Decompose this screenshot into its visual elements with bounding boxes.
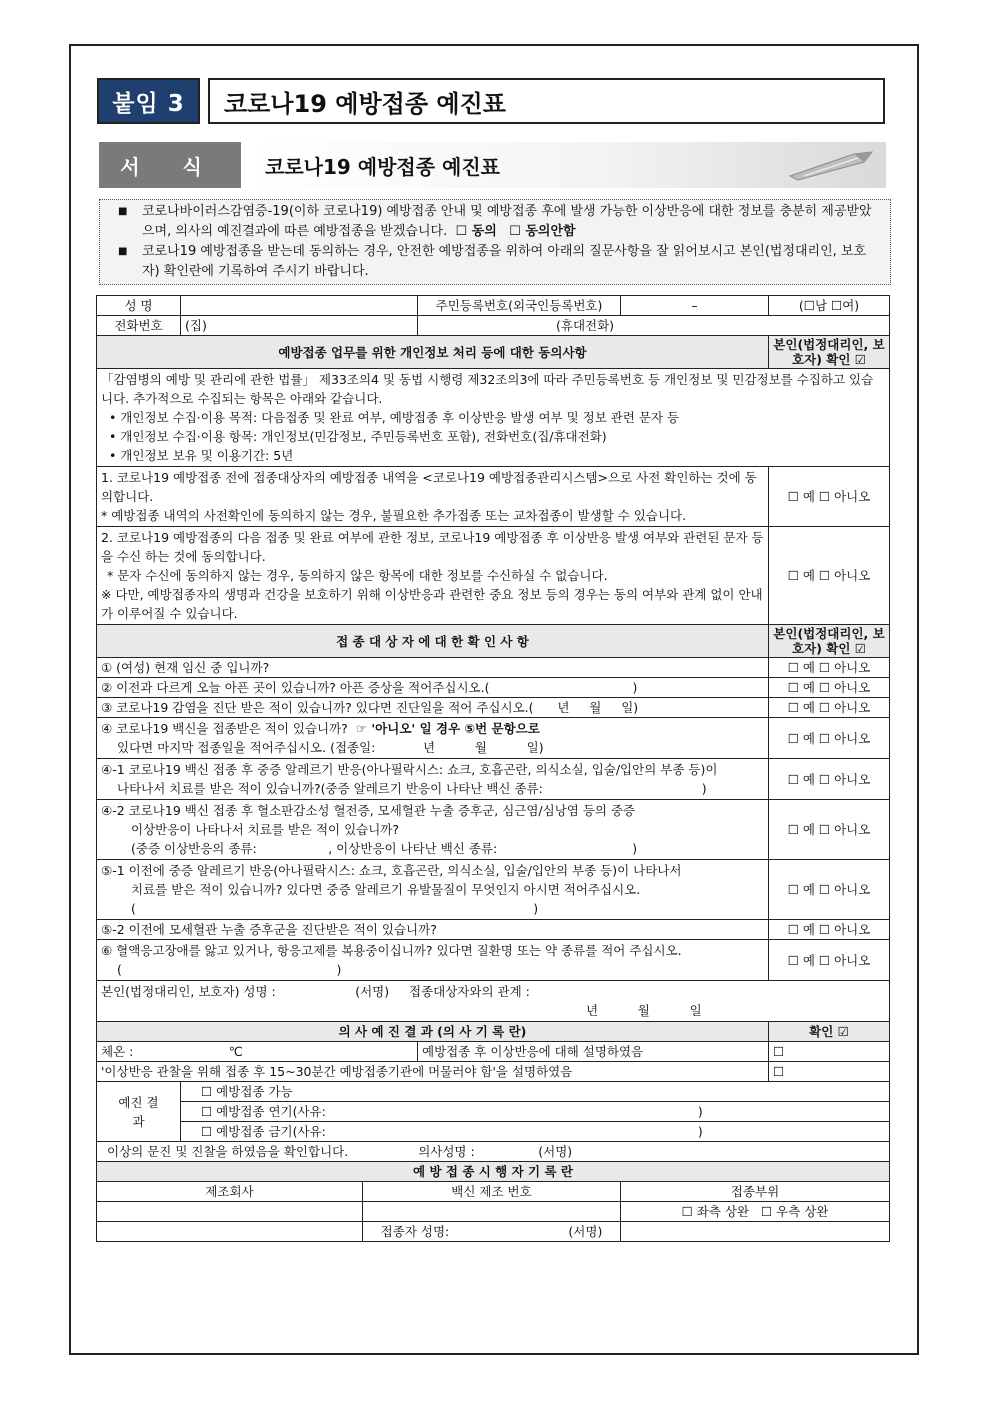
check-row bbox=[97, 940, 890, 981]
explained-adverse-checkbox[interactable]: ☐ bbox=[769, 1042, 890, 1062]
consent-bullet: • 개인정보 수집·이용 항목: 개인정보(민감정보, 주민등록번호 포함), 전화번호(집/휴대전화) bbox=[109, 429, 607, 444]
screening-form-table bbox=[96, 295, 890, 1242]
check-q4: ④ 코로나19 백신을 접종받은 적이 있습니까? bbox=[101, 721, 348, 736]
check-q4-date: 있다면 마지막 접종일을 적어주십시오. (접종일: 년 월 일) bbox=[117, 740, 544, 755]
disagree-checkbox[interactable]: ☐ 동의안함 bbox=[509, 224, 576, 239]
doctor-header-row bbox=[97, 1022, 890, 1042]
check-row bbox=[97, 800, 890, 860]
result-label: 예진 결과 bbox=[97, 1082, 181, 1142]
check-q4-1-yes-no[interactable]: ☐ 예 ☐ 아니오 bbox=[769, 759, 890, 800]
notice-line-2: 코로나19 예방접종을 받는데 동의하는 경우, 안전한 예방접종을 위하여 아래의 질문사항을 잘 읽어보시고 본인(법정대리인, 보호자) 확인란에 기록하여 주시기 바랍니다. bbox=[142, 244, 867, 279]
home-phone-field[interactable]: (집) bbox=[181, 316, 418, 336]
check-q6: ⑥ 혈액응고장애를 앓고 있거나, 항응고제를 복용중이십니까? 있다면 질환명 또는 약 종류를 적어 주십시오. bbox=[101, 943, 682, 958]
check-q6-yes-no[interactable]: ☐ 예 ☐ 아니오 bbox=[769, 940, 890, 981]
manufacturer-header: 제조회사 bbox=[97, 1182, 363, 1202]
result-postpone-close: ) bbox=[697, 1104, 703, 1119]
vaccinator-row bbox=[97, 1222, 890, 1242]
consent-bullet: • 개인정보 수집·이용 목적: 다음접종 및 완료 여부, 예방접종 후 이상반응 발생 여부 및 정보 관련 문자 등 bbox=[109, 410, 680, 425]
check-q5-2-yes-no[interactable]: ☐ 예 ☐ 아니오 bbox=[769, 920, 890, 940]
doctor-header: 의 사 예 진 결 과 (의 사 기 록 란) bbox=[97, 1022, 769, 1042]
sex-checkboxes[interactable]: (☐남 ☐여) bbox=[769, 296, 890, 316]
result-postpone-checkbox[interactable]: ☐ 예방접종 연기(사유: bbox=[201, 1104, 326, 1119]
check-row bbox=[97, 678, 890, 698]
vaccination-header-row bbox=[97, 1162, 890, 1182]
signature-row bbox=[97, 981, 890, 1022]
observe-checkbox[interactable]: ☐ bbox=[769, 1062, 890, 1082]
consent-q1-yes-no[interactable]: ☐ 예 ☐ 아니오 bbox=[769, 467, 890, 527]
check-row bbox=[97, 658, 890, 678]
notice-item bbox=[114, 202, 882, 242]
injection-site-header: 접종부위 bbox=[621, 1182, 890, 1202]
consent-intro: 「감염병의 예방 및 관리에 관한 법률」 제33조의4 및 동법 시행령 제32조의3에 따라 주민등록번호 등 개인정보 및 민감정보를 수집하고 있습니다. 추가적으로 수집되는 항목은 아래와 같습니다. bbox=[101, 372, 874, 406]
result-row bbox=[97, 1102, 890, 1122]
temperature-field[interactable]: 체온 : ℃ bbox=[97, 1042, 418, 1062]
check-q1-yes-no[interactable]: ☐ 예 ☐ 아니오 bbox=[769, 658, 890, 678]
name-row bbox=[97, 296, 890, 316]
guardian-signature-line[interactable]: 본인(법정대리인, 보호자) 성명 : (서명) 접종대상자와의 관계 : bbox=[101, 984, 530, 999]
check-row bbox=[97, 698, 890, 718]
check-q2: ② 이전과 다르게 오늘 아픈 곳이 있습니까? 아픈 증상을 적어주십시오.( ) bbox=[97, 678, 769, 698]
form-title: 코로나19 예방접종 예진표 bbox=[265, 154, 500, 179]
consent-bullet: • 개인정보 보유 및 이용기간: 5년 bbox=[109, 448, 294, 463]
manufacturer-field[interactable] bbox=[97, 1202, 363, 1222]
consent-intro-row bbox=[97, 369, 890, 467]
attachment-title: 코로나19 예방접종 예진표 bbox=[208, 78, 885, 124]
check-row bbox=[97, 920, 890, 940]
consent-header-row bbox=[97, 336, 890, 369]
observe-label: '이상반응 관찰을 위해 접종 후 15~30분간 예방접종기관에 머물러야 함'을 설명하였음 bbox=[97, 1062, 769, 1082]
injection-site-checkboxes[interactable]: ☐ 좌측 상완 ☐ 우측 상완 bbox=[621, 1202, 890, 1222]
lot-number-field[interactable] bbox=[363, 1202, 621, 1222]
check-q6-answer[interactable]: ( ) bbox=[117, 962, 342, 977]
consent-q1-row bbox=[97, 467, 890, 527]
check-q4-2: ④-2 코로나19 백신 접종 후 혈소판감소성 혈전증, 모세혈관 누출 증후군, 심근염/심낭염 등의 중증 bbox=[101, 803, 636, 818]
consent-q2-note: * 문자 수신에 동의하지 않는 경우, 동의하지 않은 항목에 대한 정보를 수신하실 수 없습니다. bbox=[107, 568, 608, 583]
rrn-label: 주민등록번호(외국인등록번호) bbox=[418, 296, 621, 316]
check-q4-yes-no[interactable]: ☐ 예 ☐ 아니오 bbox=[769, 718, 890, 759]
check-q4-2-types: (중증 이상반응의 종류: , 이상반응이 나타난 백신 종류: ) bbox=[131, 841, 638, 856]
check-row bbox=[97, 718, 890, 759]
vaccination-header: 예 방 접 종 시 행 자 기 록 란 bbox=[97, 1162, 890, 1182]
vaccination-columns-row bbox=[97, 1182, 890, 1202]
form-label: 서 식 bbox=[99, 142, 241, 188]
form-title-bar bbox=[249, 142, 886, 188]
fountain-pen-icon bbox=[784, 146, 880, 184]
mobile-phone-field[interactable] bbox=[418, 316, 890, 336]
consent-q1: 1. 코로나19 예방접종 전에 접종대상자의 예방접종 내역을 <코로나19 예방접종관리시스템>으로 사전 확인하는 것에 동의합니다. bbox=[101, 470, 757, 504]
name-field[interactable] bbox=[181, 296, 418, 316]
result-contraindicated-close: ) bbox=[697, 1124, 703, 1139]
vaccination-values-row bbox=[97, 1202, 890, 1222]
name-label: 성 명 bbox=[97, 296, 181, 316]
check-q1: ① (여성) 현재 임신 중 입니까? bbox=[97, 658, 769, 678]
check-q4-2-detail: 이상반응이 나타나서 치료를 받은 적이 있습니까? bbox=[131, 822, 400, 837]
result-row bbox=[97, 1082, 890, 1102]
doctor-signature[interactable]: 의사성명 : (서명) bbox=[418, 1144, 573, 1159]
check-row bbox=[97, 860, 890, 920]
check-confirm-header: 본인(법정대리인, 보호자) 확인 ☑ bbox=[769, 625, 890, 658]
notice-line-1: 코로나바이러스감염증-19(이하 코로나19) 예방접종 안내 및 예방접종 후에 발생 가능한 이상반응에 대한 정보를 충분히 제공받았으며, 의사의 예진결과에 따른 예방접종을 받겠습니다. bbox=[142, 204, 872, 239]
check-q2-yes-no[interactable]: ☐ 예 ☐ 아니오 bbox=[769, 678, 890, 698]
check-row bbox=[97, 759, 890, 800]
bullet-square-icon: ■ bbox=[118, 246, 128, 257]
notice-item bbox=[114, 242, 882, 282]
check-q4-1-detail: 나타나서 치료를 받은 적이 있습니까?(중증 알레르기 반응이 나타난 백신 종류: ) bbox=[117, 781, 707, 796]
check-q5-2: ⑤-2 이전에 모세혈관 누출 증후군을 진단받은 적이 있습니까? bbox=[97, 920, 769, 940]
check-header-row bbox=[97, 625, 890, 658]
consent-header: 예방접종 업무를 위한 개인정보 처리 등에 대한 동의사항 bbox=[97, 336, 769, 369]
mobile-label: (휴대전화) bbox=[556, 318, 615, 333]
phone-label: 전화번호 bbox=[97, 316, 181, 336]
explained-adverse-label: 예방접종 후 이상반응에 대해 설명하였음 bbox=[418, 1042, 769, 1062]
check-q5-1-detail: 치료를 받은 적이 있습니까? 있다면 중증 알레르기 유발물질이 무엇인지 아시면 적어주십시오. bbox=[131, 882, 641, 897]
consent-q2-note: ※ 다만, 예방접종자의 생명과 건강을 보호하기 위해 이상반응과 관련한 중요 정보 등의 경우는 동의 여부와 관계 없이 안내가 이루어질 수 있습니다. bbox=[101, 587, 763, 621]
consent-confirm-header: 본인(법정대리인, 보호자) 확인 ☑ bbox=[769, 336, 890, 369]
doctor-confirm-header: 확인 ☑ bbox=[769, 1022, 890, 1042]
consent-notice bbox=[99, 199, 891, 285]
bullet-square-icon: ■ bbox=[118, 206, 128, 217]
temperature-row bbox=[97, 1042, 890, 1062]
result-row bbox=[97, 1122, 890, 1142]
check-q5-1: ⑤-1 이전에 중증 알레르기 반응(아나필락시스: 쇼크, 호흡곤란, 의식소실, 입술/입안의 부종 등)이 나타나서 bbox=[101, 863, 682, 878]
doctor-confirm-text: 이상의 문진 및 진찰을 하였음을 확인합니다. bbox=[107, 1144, 349, 1159]
result-possible-checkbox[interactable]: ☐ 예방접종 가능 bbox=[181, 1082, 890, 1102]
consent-q2-yes-no[interactable]: ☐ 예 ☐ 아니오 bbox=[769, 527, 890, 625]
check-q4-2-yes-no[interactable]: ☐ 예 ☐ 아니오 bbox=[769, 800, 890, 860]
check-q3: ③ 코로나19 감염을 진단 받은 적이 있습니까? 있다면 진단일을 적어 주십시오.( 년 월 일) bbox=[97, 698, 769, 718]
rrn-field[interactable]: – bbox=[621, 296, 769, 316]
check-q4-skip: ☞ '아니오' 일 경우 ⑤번 문항으로 bbox=[355, 721, 540, 736]
agree-checkbox[interactable]: ☐ 동의 bbox=[455, 224, 497, 239]
observe-row bbox=[97, 1062, 890, 1082]
consent-q1-note: * 예방접종 내역의 사전확인에 동의하지 않는 경우, 불필요한 추가접종 또는 교차접종이 발생할 수 있습니다. bbox=[101, 508, 687, 523]
lot-number-header: 백신 제조 번호 bbox=[363, 1182, 621, 1202]
result-contraindicated-checkbox[interactable]: ☐ 예방접종 금기(사유: bbox=[201, 1124, 326, 1139]
check-q4-1: ④-1 코로나19 백신 접종 후 중증 알레르기 반응(아나필락시스: 쇼크, 호흡곤란, 의식소실, 입술/입안의 부종 등)이 bbox=[101, 762, 718, 777]
check-q3-yes-no[interactable]: ☐ 예 ☐ 아니오 bbox=[769, 698, 890, 718]
check-q5-1-yes-no[interactable]: ☐ 예 ☐ 아니오 bbox=[769, 860, 890, 920]
attachment-label: 붙임 3 bbox=[97, 78, 200, 124]
doctor-confirm-row bbox=[97, 1142, 890, 1162]
check-q5-1-answer[interactable]: ( ) bbox=[131, 901, 539, 916]
signature-date[interactable]: 년 월 일 bbox=[586, 1003, 702, 1018]
check-header: 접 종 대 상 자 에 대 한 확 인 사 항 bbox=[97, 625, 769, 658]
vaccinator-signature[interactable]: 접종자 성명: (서명) bbox=[363, 1222, 621, 1242]
consent-q2-row bbox=[97, 527, 890, 625]
consent-q2: 2. 코로나19 예방접종의 다음 접종 및 완료 여부에 관한 정보, 코로나19 예방접종 후 이상반응 발생 여부와 관련된 문자 등을 수신 하는 것에 동의합니다. bbox=[101, 530, 764, 564]
phone-row bbox=[97, 316, 890, 336]
